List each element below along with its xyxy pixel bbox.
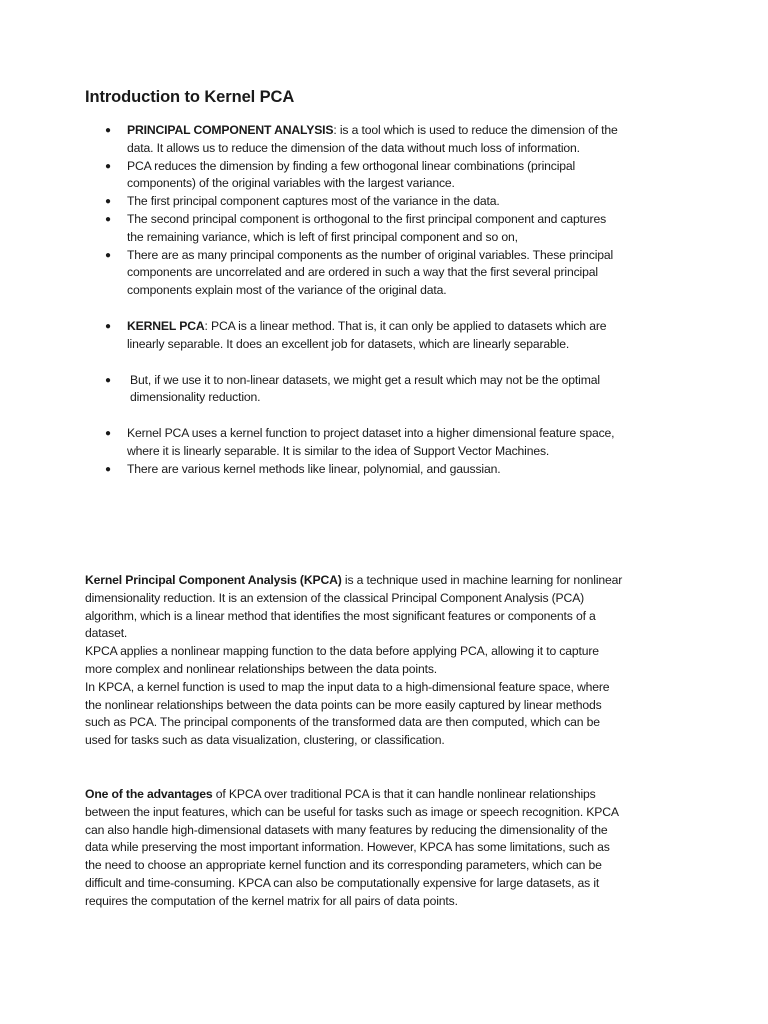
- bullet-nonlinear: [85, 372, 625, 408]
- bullet-first-component: [85, 193, 625, 211]
- bullet-bold-term: KERNEL PCA: [127, 318, 205, 333]
- paragraph-line: KPCA applies a nonlinear mapping function to the data before applying PCA, allowing it to capture more complex and nonlinear relationships between the data points.: [85, 644, 599, 676]
- paragraph-bold-term: Kernel Principal Component Analysis (KPCA): [85, 573, 342, 587]
- bullet-component-count: [85, 247, 625, 300]
- bullet-text: PCA reduces the dimension by finding a few orthogonal linear combinations (principal components) of the original variables with the largest variance.: [127, 158, 576, 191]
- paragraph-line: In KPCA, a kernel function is used to map the input data to a high-dimensional feature space, where the nonlinear relationships between the data points can be more easily captured by linear methods such as PCA. The principal components of the transformed data are then computed, which can be used for tasks such as data visualization, clustering, or classification.: [85, 679, 610, 748]
- bullet-kernel-function: [85, 425, 625, 461]
- bullet-pca-definition: [85, 122, 625, 158]
- paragraph-bold-term: One of the advantages: [85, 787, 213, 801]
- paragraph-line: [85, 572, 625, 643]
- bullet-second-component: [85, 211, 625, 247]
- page-title: Introduction to Kernel PCA: [85, 88, 295, 106]
- bullet-text: : PCA is a linear method. That is, it can only be applied to datasets which are linearly separable. It does an excellent job for datasets, which are linearly separable.: [127, 318, 607, 351]
- bullet-kernel-methods: [85, 461, 625, 479]
- bullet-text: There are as many principal components as the number of original variables. These principal components are uncorrelated and are ordered in such a way that the first several principal components explain most of the variance of the original data.: [127, 247, 614, 298]
- bullet-text: Kernel PCA uses a kernel function to project dataset into a higher dimensional feature space, where it is linearly separable. It is similar to the idea of Support Vector Machines.: [127, 426, 615, 458]
- bullet-list: [85, 122, 625, 479]
- bullet-text: The second principal component is orthogonal to the first principal component and captures the remaining variance, which is left of first principal component and so on,: [127, 211, 607, 244]
- bullet-text: The first principal component captures most of the variance in the data.: [127, 194, 500, 209]
- bullet-text: There are various kernel methods like linear, polynomial, and gaussian.: [127, 461, 501, 476]
- bullet-kernel-pca: [85, 318, 625, 354]
- advantages-paragraph: [85, 786, 625, 911]
- paragraph-text: is a technique used in machine learning for nonlinear dimensionality reduction. It is an extension of the classical Principal Component Analysis (PCA) algorithm, which is a linear method that identifies the most significant features or components of a dataset.: [85, 573, 623, 641]
- paragraph-text: of KPCA over traditional PCA is that it can handle nonlinear relationships between the input features, which can be useful for tasks such as image or speech recognition. KPCA can also handle high-dimensional datasets with many features by reducing the dimensionality of the data while preserving the most important information. However, KPCA has some limitations, such as the need to choose an appropriate kernel function and its corresponding parameters, which can be difficult and time-consuming. KPCA can also be computationally expensive for large datasets, as it requires the computation of the kernel matrix for all pairs of data points.: [85, 787, 619, 908]
- bullet-text: : is a tool which is used to reduce the dimension of the data. It allows us to reduce the dimension of the data without much loss of information.: [127, 123, 618, 155]
- kpca-paragraph: [85, 572, 625, 750]
- bullet-text: But, if we use it to non-linear datasets, we might get a result which may not be the optimal dimensionality reduction.: [130, 372, 600, 405]
- bullet-bold-term: PRINCIPAL COMPONENT ANALYSIS: [127, 123, 334, 137]
- bullet-pca-reduction: [85, 158, 625, 194]
